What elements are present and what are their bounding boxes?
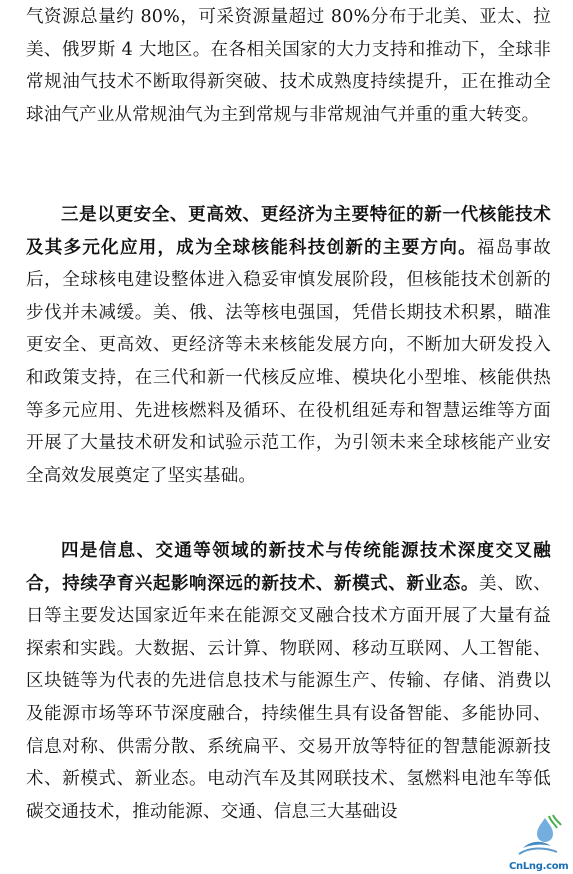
paragraph-1-text: 气资源总量约 80%，可采资源量超过 80%分布于北美、亚太、拉美、俄罗斯 4 大地区。在各相关国家的大力支持和推动下，全球非常规油气技术不断取得新突破、技术成熟度持续提升，正在推动全球油气产业从常规油气为主到常规与非常规油气并重的重大转变。 [26, 7, 551, 125]
paragraph-2-heading: 三是以更安全、更高效、更经济为主要特征的新一代核能技术及其多元化应用，成为全球核能科技创新的主要方向。 [26, 205, 551, 258]
watermark-text: CnLng.com [509, 861, 569, 872]
paragraph-1 [26, 1, 551, 131]
paragraph-3-text: 美、欧、日等主要发达国家近年来在能源交叉融合技术方面开展了大量有益探索和实践。大数据、云计算、物联网、移动互联网、人工智能、区块链等为代表的先进信息技术与能源生产、传输、存储、消费以及能源市场等环节深度融合，持续催生具有设备智能、多能协同、信息对称、供需分散、系统扁平、交易开放等特征的智慧能源新技术、新模式、新业态。电动汽车及其网联技术、氢燃料电池车等低碳交通技术，推动能源、交通、信息三大基础设 [26, 573, 551, 822]
water-drop-logo-icon [509, 814, 567, 860]
paragraph-3 [26, 535, 551, 828]
site-watermark [509, 814, 567, 872]
paragraph-3-heading: 四是信息、交通等领域的新技术与传统能源技术深度交叉融合，持续孕育兴起影响深远的新技术、新模式、新业态。 [26, 541, 551, 594]
paragraph-2-text: 福岛事故后，全球核电建设整体进入稳妥审慎发展阶段，但核能技术创新的步伐并未减缓。美、俄、法等核电强国，凭借长期技术积累，瞄准更安全、更高效、更经济等未来核能发展方向，不断加大研发投入和政策支持，在三代和新一代核反应堆、模块化小型堆、核能供热等多元应用、先进核燃料及循环、在役机组延寿和智慧运维等方面开展了大量技术研发和试验示范工作，为引领未来全球核能产业安全高效发展奠定了坚实基础。 [26, 237, 551, 486]
paragraph-2 [26, 199, 551, 492]
